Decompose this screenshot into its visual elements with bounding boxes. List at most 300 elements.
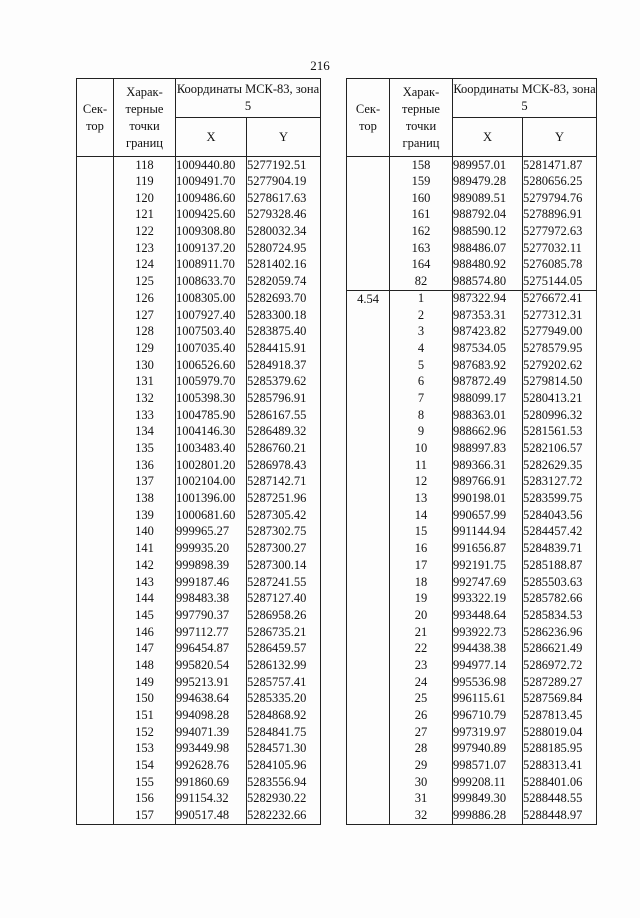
- x-coordinate: 997319.97: [453, 724, 523, 741]
- y-coordinate: 5285188.87: [523, 557, 597, 574]
- point-number: 21: [390, 624, 453, 641]
- y-coordinate: 5284043.56: [523, 507, 597, 524]
- x-coordinate: 992747.69: [453, 574, 523, 591]
- table-row: [77, 607, 321, 624]
- point-number: 17: [390, 557, 453, 574]
- table-row: [77, 373, 321, 390]
- x-coordinate: 999886.28: [453, 807, 523, 824]
- table-row: [77, 323, 321, 340]
- y-coordinate: 5278896.91: [523, 207, 597, 224]
- y-coordinate: 5283556.94: [247, 774, 321, 791]
- sector-header: Сек-тор: [77, 79, 114, 157]
- right-table-body: [347, 157, 597, 825]
- x-coordinate: 990517.48: [176, 807, 247, 824]
- x-header: X: [176, 118, 247, 157]
- x-coordinate: 989766.91: [453, 474, 523, 491]
- sector-header: Сек-тор: [347, 79, 390, 157]
- x-coordinate: 1008911.70: [176, 257, 247, 274]
- y-coordinate: 5280996.32: [523, 407, 597, 424]
- x-coordinate: 994438.38: [453, 640, 523, 657]
- table-row: [77, 390, 321, 407]
- point-number: 4: [390, 340, 453, 357]
- point-number: 13: [390, 490, 453, 507]
- y-coordinate: 5282232.66: [247, 807, 321, 824]
- y-coordinate: 5286735.21: [247, 624, 321, 641]
- y-coordinate: 5287127.40: [247, 590, 321, 607]
- y-coordinate: 5284457.42: [523, 524, 597, 541]
- table-row: [77, 724, 321, 741]
- x-coordinate: 988662.96: [453, 424, 523, 441]
- y-coordinate: 5277972.63: [523, 223, 597, 240]
- points-header: Харак-терные точки границ: [390, 79, 453, 157]
- point-number: 7: [390, 390, 453, 407]
- y-coordinate: 5285782.66: [523, 590, 597, 607]
- x-coordinate: 995213.91: [176, 674, 247, 691]
- x-coordinate: 987872.49: [453, 373, 523, 390]
- x-coordinate: 987322.94: [453, 290, 523, 307]
- point-number: 152: [114, 724, 176, 741]
- table-row: [77, 741, 321, 758]
- y-coordinate: 5288448.97: [523, 807, 597, 824]
- table-row: [77, 190, 321, 207]
- table-row: [77, 674, 321, 691]
- point-number: 124: [114, 257, 176, 274]
- x-coordinate: 988486.07: [453, 240, 523, 257]
- y-coordinate: 5287251.96: [247, 490, 321, 507]
- y-coordinate: 5284105.96: [247, 757, 321, 774]
- x-coordinate: 998483.38: [176, 590, 247, 607]
- x-coordinate: 989366.31: [453, 457, 523, 474]
- y-coordinate: 5288185.95: [523, 741, 597, 758]
- y-coordinate: 5287813.45: [523, 707, 597, 724]
- x-coordinate: 999965.27: [176, 524, 247, 541]
- x-coordinate: 994638.64: [176, 691, 247, 708]
- x-coordinate: 999935.20: [176, 540, 247, 557]
- table-row: [347, 157, 597, 174]
- point-number: 156: [114, 791, 176, 808]
- point-number: 121: [114, 207, 176, 224]
- x-coordinate: 988997.83: [453, 440, 523, 457]
- y-coordinate: 5286459.57: [247, 640, 321, 657]
- point-number: 163: [390, 240, 453, 257]
- page-number: 216: [310, 58, 330, 73]
- point-number: 11: [390, 457, 453, 474]
- y-coordinate: 5286167.55: [247, 407, 321, 424]
- point-number: 132: [114, 390, 176, 407]
- x-coordinate: 1007927.40: [176, 307, 247, 324]
- point-number: 159: [390, 173, 453, 190]
- table-row: [77, 240, 321, 257]
- y-coordinate: 5283599.75: [523, 490, 597, 507]
- point-number: 136: [114, 457, 176, 474]
- table-row: [77, 223, 321, 240]
- x-coordinate: 998571.07: [453, 757, 523, 774]
- y-coordinate: 5287300.14: [247, 557, 321, 574]
- table-row: [77, 207, 321, 224]
- table-row: [77, 457, 321, 474]
- y-coordinate: 5286621.49: [523, 640, 597, 657]
- point-number: 29: [390, 757, 453, 774]
- x-coordinate: 999898.39: [176, 557, 247, 574]
- point-number: 143: [114, 574, 176, 591]
- x-coordinate: 1009491.70: [176, 173, 247, 190]
- x-coordinate: 1007503.40: [176, 323, 247, 340]
- table-row: [77, 407, 321, 424]
- sector-label: 4.54: [357, 291, 379, 306]
- x-coordinate: 999208.11: [453, 774, 523, 791]
- x-coordinate: 990657.99: [453, 507, 523, 524]
- point-number: 158: [390, 157, 453, 174]
- y-coordinate: 5285503.63: [523, 574, 597, 591]
- x-coordinate: 1009137.20: [176, 240, 247, 257]
- point-number: 2: [390, 307, 453, 324]
- y-coordinate: 5282930.22: [247, 791, 321, 808]
- y-coordinate: 5281471.87: [523, 157, 597, 174]
- y-coordinate: 5277192.51: [247, 157, 321, 174]
- point-number: 139: [114, 507, 176, 524]
- point-number: 140: [114, 524, 176, 541]
- point-number: 162: [390, 223, 453, 240]
- y-coordinate: 5283875.40: [247, 323, 321, 340]
- point-number: 145: [114, 607, 176, 624]
- y-coordinate: 5286978.43: [247, 457, 321, 474]
- point-number: 27: [390, 724, 453, 741]
- point-number: 128: [114, 323, 176, 340]
- x-coordinate: 993322.19: [453, 590, 523, 607]
- point-number: 31: [390, 791, 453, 808]
- y-coordinate: 5288401.06: [523, 774, 597, 791]
- point-number: 149: [114, 674, 176, 691]
- x-coordinate: 1002801.20: [176, 457, 247, 474]
- y-coordinate: 5279814.50: [523, 373, 597, 390]
- point-number: 141: [114, 540, 176, 557]
- x-coordinate: 1004146.30: [176, 424, 247, 441]
- table-row: [77, 657, 321, 674]
- point-number: 131: [114, 373, 176, 390]
- point-number: 15: [390, 524, 453, 541]
- point-number: 22: [390, 640, 453, 657]
- x-coordinate: 996115.61: [453, 691, 523, 708]
- y-coordinate: 5280032.34: [247, 223, 321, 240]
- x-coordinate: 1004785.90: [176, 407, 247, 424]
- x-coordinate: 993449.98: [176, 741, 247, 758]
- y-coordinate: 5283127.72: [523, 474, 597, 491]
- x-coordinate: 988792.04: [453, 207, 523, 224]
- coordinates-header: Координаты МСК-83, зона 5: [453, 79, 597, 118]
- x-coordinate: 996454.87: [176, 640, 247, 657]
- y-coordinate: 5280656.25: [523, 173, 597, 190]
- coordinates-table-right: [346, 78, 597, 825]
- point-number: 155: [114, 774, 176, 791]
- y-coordinate: 5282059.74: [247, 273, 321, 290]
- x-coordinate: 990198.01: [453, 490, 523, 507]
- point-number: 16: [390, 540, 453, 557]
- y-coordinate: 5284918.37: [247, 357, 321, 374]
- point-number: 5: [390, 357, 453, 374]
- point-number: 123: [114, 240, 176, 257]
- point-number: 118: [114, 157, 176, 174]
- points-header: Харак-терные точки границ: [114, 79, 176, 157]
- point-number: 18: [390, 574, 453, 591]
- x-coordinate: 1002104.00: [176, 474, 247, 491]
- y-coordinate: 5277032.11: [523, 240, 597, 257]
- x-coordinate: 993448.64: [453, 607, 523, 624]
- point-number: 127: [114, 307, 176, 324]
- x-coordinate: 989089.51: [453, 190, 523, 207]
- table-row: [77, 524, 321, 541]
- table-row: [77, 774, 321, 791]
- point-number: 23: [390, 657, 453, 674]
- coordinates-table-left: [76, 78, 321, 825]
- x-coordinate: 1003483.40: [176, 440, 247, 457]
- y-coordinate: 5284415.91: [247, 340, 321, 357]
- table-row: [77, 357, 321, 374]
- y-coordinate: 5288448.55: [523, 791, 597, 808]
- point-number: 119: [114, 173, 176, 190]
- x-coordinate: 994977.14: [453, 657, 523, 674]
- y-coordinate: 5279202.62: [523, 357, 597, 374]
- y-coordinate: 5286760.21: [247, 440, 321, 457]
- point-number: 160: [390, 190, 453, 207]
- table-row: [77, 474, 321, 491]
- x-header: X: [453, 118, 523, 157]
- x-coordinate: 1005398.30: [176, 390, 247, 407]
- x-coordinate: 988590.12: [453, 223, 523, 240]
- sector-cell: [347, 290, 390, 824]
- table-row: [77, 424, 321, 441]
- table-row: [77, 340, 321, 357]
- point-number: 19: [390, 590, 453, 607]
- y-coordinate: 5286489.32: [247, 424, 321, 441]
- y-coordinate: 5287305.42: [247, 507, 321, 524]
- x-coordinate: 1009440.80: [176, 157, 247, 174]
- point-number: 12: [390, 474, 453, 491]
- x-coordinate: 1006526.60: [176, 357, 247, 374]
- x-coordinate: 1009425.60: [176, 207, 247, 224]
- y-coordinate: 5276085.78: [523, 257, 597, 274]
- y-coordinate: 5279328.46: [247, 207, 321, 224]
- y-coordinate: 5278579.95: [523, 340, 597, 357]
- point-number: 138: [114, 490, 176, 507]
- x-coordinate: 997112.77: [176, 624, 247, 641]
- point-number: 135: [114, 440, 176, 457]
- point-number: 122: [114, 223, 176, 240]
- point-number: 150: [114, 691, 176, 708]
- x-coordinate: 988574.80: [453, 273, 523, 290]
- x-coordinate: 991144.94: [453, 524, 523, 541]
- y-coordinate: 5285379.62: [247, 373, 321, 390]
- point-number: 125: [114, 273, 176, 290]
- point-number: 14: [390, 507, 453, 524]
- y-coordinate: 5288313.41: [523, 757, 597, 774]
- table-row: [77, 574, 321, 591]
- x-coordinate: 1005979.70: [176, 373, 247, 390]
- x-coordinate: 1009486.60: [176, 190, 247, 207]
- x-coordinate: 988480.92: [453, 257, 523, 274]
- y-coordinate: 5284841.75: [247, 724, 321, 741]
- y-coordinate: 5283300.18: [247, 307, 321, 324]
- table-row: [77, 490, 321, 507]
- table-row: [77, 290, 321, 307]
- y-coordinate: 5277904.19: [247, 173, 321, 190]
- table-row: [77, 157, 321, 174]
- y-coordinate: 5276672.41: [523, 290, 597, 307]
- point-number: 129: [114, 340, 176, 357]
- x-coordinate: 994098.28: [176, 707, 247, 724]
- point-number: 164: [390, 257, 453, 274]
- x-coordinate: 989479.28: [453, 173, 523, 190]
- point-number: 146: [114, 624, 176, 641]
- x-coordinate: 988363.01: [453, 407, 523, 424]
- point-number: 6: [390, 373, 453, 390]
- table-row: [77, 273, 321, 290]
- y-coordinate: 5281561.53: [523, 424, 597, 441]
- x-coordinate: 994071.39: [176, 724, 247, 741]
- y-header: Y: [523, 118, 597, 157]
- y-coordinate: 5287569.84: [523, 691, 597, 708]
- table-row: [77, 791, 321, 808]
- x-coordinate: 992628.76: [176, 757, 247, 774]
- x-coordinate: 997940.89: [453, 741, 523, 758]
- x-coordinate: 1007035.40: [176, 340, 247, 357]
- x-coordinate: 987423.82: [453, 323, 523, 340]
- table-row: [77, 590, 321, 607]
- point-number: 130: [114, 357, 176, 374]
- table-row: [77, 807, 321, 824]
- y-coordinate: 5288019.04: [523, 724, 597, 741]
- x-coordinate: 996710.79: [453, 707, 523, 724]
- y-coordinate: 5278617.63: [247, 190, 321, 207]
- y-coordinate: 5282629.35: [523, 457, 597, 474]
- point-number: 25: [390, 691, 453, 708]
- y-coordinate: 5282693.70: [247, 290, 321, 307]
- x-coordinate: 1000681.60: [176, 507, 247, 524]
- y-coordinate: 5284571.30: [247, 741, 321, 758]
- point-number: 137: [114, 474, 176, 491]
- y-coordinate: 5286236.96: [523, 624, 597, 641]
- point-number: 154: [114, 757, 176, 774]
- x-coordinate: 991656.87: [453, 540, 523, 557]
- y-coordinate: 5275144.05: [523, 273, 597, 290]
- point-number: 147: [114, 640, 176, 657]
- x-coordinate: 1009308.80: [176, 223, 247, 240]
- y-coordinate: 5287289.27: [523, 674, 597, 691]
- point-number: 133: [114, 407, 176, 424]
- point-number: 20: [390, 607, 453, 624]
- point-number: 1: [390, 290, 453, 307]
- y-coordinate: 5287142.71: [247, 474, 321, 491]
- point-number: 32: [390, 807, 453, 824]
- y-coordinate: 5285834.53: [523, 607, 597, 624]
- table-row: [347, 290, 597, 307]
- y-coordinate: 5284868.92: [247, 707, 321, 724]
- x-coordinate: 995536.98: [453, 674, 523, 691]
- y-coordinate: 5281402.16: [247, 257, 321, 274]
- point-number: 126: [114, 290, 176, 307]
- y-coordinate: 5284839.71: [523, 540, 597, 557]
- y-coordinate: 5287300.27: [247, 540, 321, 557]
- point-number: 144: [114, 590, 176, 607]
- y-coordinate: 5285335.20: [247, 691, 321, 708]
- x-coordinate: 993922.73: [453, 624, 523, 641]
- x-coordinate: 999849.30: [453, 791, 523, 808]
- table-row: [77, 757, 321, 774]
- table-row: [77, 624, 321, 641]
- table-row: [77, 557, 321, 574]
- y-coordinate: 5286132.99: [247, 657, 321, 674]
- sector-cell: [347, 157, 390, 291]
- point-number: 10: [390, 440, 453, 457]
- point-number: 82: [390, 273, 453, 290]
- table-row: [77, 440, 321, 457]
- x-coordinate: 997790.37: [176, 607, 247, 624]
- table-row: [77, 173, 321, 190]
- table-row: [77, 507, 321, 524]
- point-number: 134: [114, 424, 176, 441]
- left-table-body: [77, 157, 321, 825]
- point-number: 142: [114, 557, 176, 574]
- point-number: 148: [114, 657, 176, 674]
- point-number: 161: [390, 207, 453, 224]
- x-coordinate: 987353.31: [453, 307, 523, 324]
- y-coordinate: 5287302.75: [247, 524, 321, 541]
- point-number: 120: [114, 190, 176, 207]
- point-number: 151: [114, 707, 176, 724]
- x-coordinate: 995820.54: [176, 657, 247, 674]
- point-number: 157: [114, 807, 176, 824]
- y-coordinate: 5286972.72: [523, 657, 597, 674]
- point-number: 3: [390, 323, 453, 340]
- sector-cell: [77, 157, 114, 825]
- table-row: [77, 307, 321, 324]
- y-coordinate: 5285757.41: [247, 674, 321, 691]
- x-coordinate: 1001396.00: [176, 490, 247, 507]
- y-coordinate: 5279794.76: [523, 190, 597, 207]
- table-row: [77, 257, 321, 274]
- point-number: 30: [390, 774, 453, 791]
- y-coordinate: 5286958.26: [247, 607, 321, 624]
- x-coordinate: 992191.75: [453, 557, 523, 574]
- point-number: 28: [390, 741, 453, 758]
- x-coordinate: 989957.01: [453, 157, 523, 174]
- x-coordinate: 988099.17: [453, 390, 523, 407]
- x-coordinate: 991154.32: [176, 791, 247, 808]
- y-header: Y: [247, 118, 321, 157]
- point-number: 9: [390, 424, 453, 441]
- table-row: [77, 707, 321, 724]
- point-number: 24: [390, 674, 453, 691]
- table-row: [77, 640, 321, 657]
- y-coordinate: 5282106.57: [523, 440, 597, 457]
- point-number: 26: [390, 707, 453, 724]
- x-coordinate: 987534.05: [453, 340, 523, 357]
- y-coordinate: 5280724.95: [247, 240, 321, 257]
- table-row: [77, 691, 321, 708]
- table-row: [77, 540, 321, 557]
- y-coordinate: 5285796.91: [247, 390, 321, 407]
- y-coordinate: 5287241.55: [247, 574, 321, 591]
- x-coordinate: 991860.69: [176, 774, 247, 791]
- point-number: 153: [114, 741, 176, 758]
- y-coordinate: 5277312.31: [523, 307, 597, 324]
- y-coordinate: 5280413.21: [523, 390, 597, 407]
- x-coordinate: 1008633.70: [176, 273, 247, 290]
- point-number: 8: [390, 407, 453, 424]
- x-coordinate: 987683.92: [453, 357, 523, 374]
- x-coordinate: 999187.46: [176, 574, 247, 591]
- x-coordinate: 1008305.00: [176, 290, 247, 307]
- y-coordinate: 5277949.00: [523, 323, 597, 340]
